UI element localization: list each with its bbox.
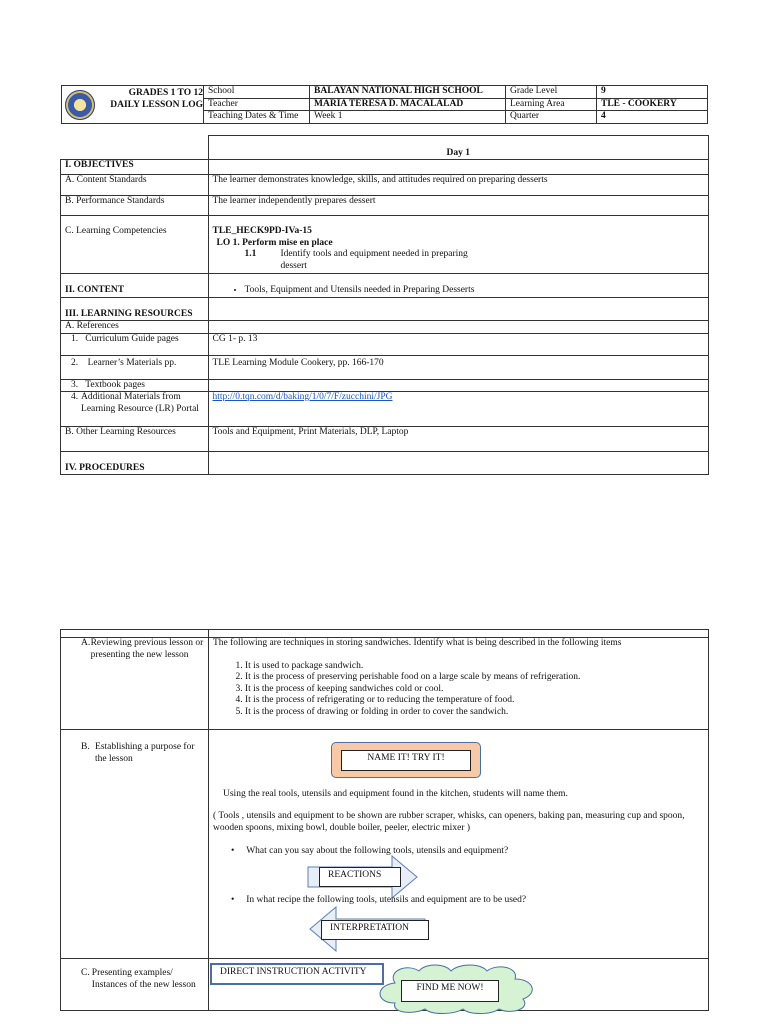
resources-label: III. LEARNING RESOURCES <box>61 298 209 321</box>
competency-lo: LO 1. Perform mise en place <box>216 237 333 248</box>
teacher-label: Teacher <box>204 98 310 111</box>
textbook-cell <box>208 379 709 392</box>
lm-label-cell <box>61 355 209 379</box>
header-block <box>61 85 708 124</box>
lm-num: 2. <box>71 357 88 368</box>
competencies-label: C. Learning Competencies <box>61 216 209 274</box>
list-item: 3. It is the process of keeping sandwiches cold or cool. <box>245 684 704 696</box>
objectives-cell <box>208 160 709 175</box>
list-item: 1. It is used to package sandwich. <box>245 661 704 673</box>
proc-c-letter: C. <box>81 968 90 978</box>
reactions-label: REACTIONS <box>319 867 401 887</box>
additional-label-cell <box>61 392 209 427</box>
additional-link[interactable]: http://0.tqn.com/d/baking/1/0/7/F/zucchini/JPG <box>212 392 393 402</box>
grade-level-label: Grade Level <box>506 86 597 99</box>
proc-b-label: Establishing a purpose for the lesson <box>95 742 195 764</box>
learning-area-label: Learning Area <box>506 98 597 111</box>
procedures-block <box>60 629 709 1011</box>
competency-code: TLE_HECK9PD-IVa-15 <box>212 226 312 236</box>
cg-num: 1. <box>71 333 86 344</box>
proc-c-label: Presenting examples/ Instances of the new lesson <box>91 968 196 990</box>
direct-instruction-label: DIRECT INSTRUCTION ACTIVITY <box>210 963 384 985</box>
title-line1: GRADES 1 TO 12 <box>128 88 203 98</box>
competency-item-a: Identify tools and equipment needed in preparing <box>280 249 468 259</box>
references-label: A. References <box>61 321 209 334</box>
other-label: B. Other Learning Resources <box>61 427 209 452</box>
b-bullet1: What can you say about the following tools, utensils and equipment? <box>246 846 509 856</box>
bullet-icon: • <box>231 895 247 905</box>
content-standards-value: The learner demonstrates knowledge, skills, and attitudes required on preparing desserts <box>208 175 709 196</box>
b-bullet2-wrap <box>231 895 526 907</box>
blank-corner <box>61 136 209 160</box>
proc-a-letter: A. <box>81 638 91 648</box>
b-text1: Using the real tools, utensils and equipment found in the kitchen, students will name them. <box>223 789 568 799</box>
dates-label: Teaching Dates & Time <box>204 111 310 124</box>
lm-value: TLE Learning Module Cookery, pp. 166-170 <box>208 355 709 379</box>
competency-item-b: dessert <box>280 260 307 271</box>
textbook-label-cell <box>61 379 209 392</box>
header-title-cell <box>62 86 204 124</box>
proc-b-label-cell <box>61 730 209 959</box>
proc-c-label-wrap <box>65 968 204 991</box>
name-it-label: NAME IT! TRY IT! <box>341 750 471 771</box>
title-line2: DAILY LESSON LOG <box>110 100 203 110</box>
b-text2: ( Tools , utensils and equipment to be shown are rubber scraper, whisks, can openers, baking pan, measuring cup and spoon, wooden spoons, mixing bowl, double boiler, peeler, electric mixer ) <box>213 811 685 833</box>
interpretation-label: INTERPRETATION <box>321 920 429 940</box>
objectives-label: I. OBJECTIVES <box>61 160 209 175</box>
competencies-cell <box>208 216 709 274</box>
proc-blank-left <box>61 630 209 638</box>
proc-a-cell <box>209 638 709 730</box>
procedures-label: IV. PROCEDURES <box>61 452 209 475</box>
deped-seal-icon <box>65 90 95 120</box>
proc-blank-right <box>209 630 709 638</box>
proc-c-label-cell <box>61 959 209 1011</box>
list-item: 5. It is the process of drawing or folding in order to cover the sandwich. <box>245 707 704 719</box>
header-title <box>98 87 203 111</box>
additional-num: 4. <box>71 392 79 402</box>
list-item: 2. It is the process of preserving perishable food on a large scale by means of refrigeration. <box>245 672 704 684</box>
list-item: 4. It is the process of refrigerating or to reducing the temperature of food. <box>245 695 704 707</box>
main-block <box>60 135 709 475</box>
content-label: II. CONTENT <box>61 274 209 298</box>
school-label: School <box>204 86 310 99</box>
additional-label: Additional Materials from Learning Resource (LR) Portal <box>81 392 199 414</box>
quarter-value: 4 <box>597 111 708 124</box>
content-standards-label: A. Content Standards <box>61 175 209 196</box>
content-item: • Tools, Equipment and Utensils needed in Preparing Desserts <box>245 285 705 297</box>
day-header: Day 1 <box>208 136 709 160</box>
competency-text <box>277 249 468 272</box>
procedures-table <box>60 629 709 1011</box>
references-cell <box>208 321 709 334</box>
other-value: Tools and Equipment, Print Materials, DLP, Laptop <box>208 427 709 452</box>
competency-item <box>213 249 705 272</box>
quarter-label: Quarter <box>506 111 597 124</box>
performance-standards-label: B. Performance Standards <box>61 196 209 216</box>
main-table <box>60 135 709 475</box>
competency-num: 1.1 <box>244 249 257 259</box>
cg-label-cell <box>61 333 209 355</box>
textbook-label: Textbook pages <box>85 379 146 390</box>
dates-value: Week 1 <box>310 111 506 124</box>
proc-a-list <box>213 661 704 719</box>
resources-cell <box>208 298 709 321</box>
school-value: BALAYAN NATIONAL HIGH SCHOOL <box>310 86 506 99</box>
cg-value: CG 1- p. 13 <box>208 333 709 355</box>
content-cell <box>208 274 709 298</box>
proc-a-intro: The following are techniques in storing sandwiches. Identify what is being described in the following items <box>213 638 622 648</box>
proc-a-label: Reviewing previous lesson or presenting the new lesson <box>90 638 204 660</box>
proc-b-cell <box>209 730 709 959</box>
b-bullet2: In what recipe the following tools, utensils and equipment are to be used? <box>246 895 527 905</box>
grade-level-value: 9 <box>597 86 708 99</box>
header-table <box>61 85 708 124</box>
teacher-value: MARIA TERESA D. MACALALAD <box>310 98 506 111</box>
proc-a-label-cell <box>61 638 209 730</box>
additional-label-wrap <box>71 392 204 415</box>
find-me-label: FIND ME NOW! <box>401 980 499 1002</box>
performance-standards-value: The learner independently prepares dessert <box>208 196 709 216</box>
learning-area-value: TLE - COOKERY <box>597 98 708 111</box>
bullet-icon: • <box>231 846 247 856</box>
procedures-cell <box>208 452 709 475</box>
cg-label: Curriculum Guide pages <box>85 333 179 344</box>
textbook-num: 3. <box>71 379 86 390</box>
additional-cell <box>208 392 709 427</box>
proc-b-label-wrap <box>65 742 204 765</box>
proc-b-letter: B. <box>81 742 90 752</box>
proc-c-cell <box>209 959 709 1011</box>
lm-label: Learner’s Materials pp. <box>87 357 177 368</box>
proc-a-label-wrap <box>65 638 204 661</box>
